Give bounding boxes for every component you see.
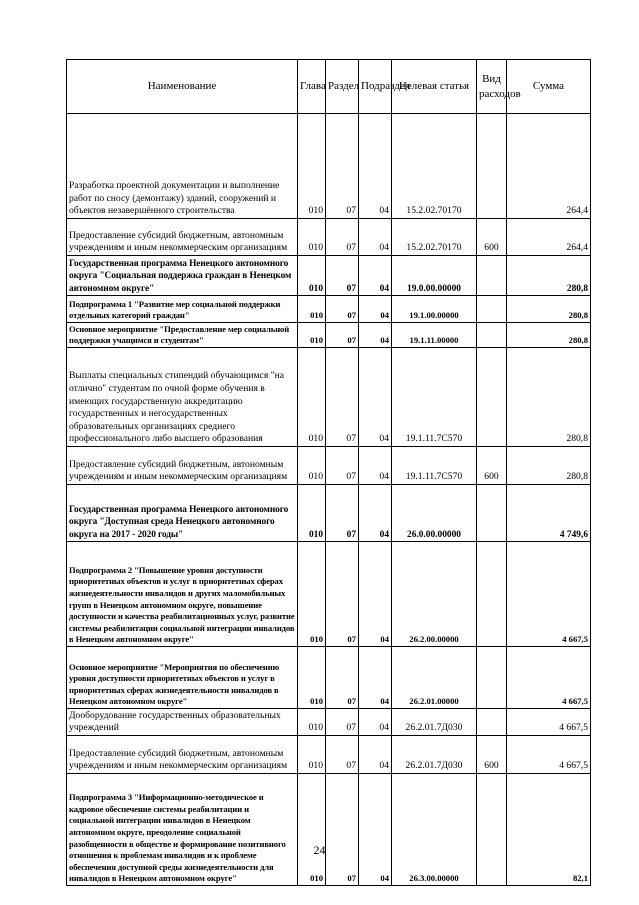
row-name: Дооборудование государственных образовательных учреждений [67,709,298,736]
budget-sheet [66,59,590,886]
row-section: 07 [326,447,359,485]
table-header-row [67,60,591,114]
row-section: 07 [326,114,359,219]
row-type: 600 [477,736,507,774]
row-name: Предоставление субсидий бюджетным, автономным учреждениям и иным некоммерческим организациям [67,736,298,774]
row-type [477,323,507,348]
row-type: 600 [477,219,507,256]
row-amount: 280,8 [507,447,591,485]
row-target: 19.0.00.00000 [392,256,477,296]
row-chapter: 010 [298,709,326,736]
row-subsection: 04 [359,736,392,774]
budget-table [66,59,591,886]
row-target: 26.2.01.7Д030 [392,709,477,736]
row-chapter: 010 [298,647,326,709]
row-section: 07 [326,736,359,774]
row-name: Разработка проектной документации и выполнение работ по сносу (демонтажу) зданий, сооружений и объектов незавершённого строительства [67,114,298,219]
row-type [477,114,507,219]
table-row [67,256,591,296]
row-name: Государственная программа Ненецкого автономного округа "Доступная среда Ненецкого автономного округа на 2017 - 2020 годы" [67,485,298,542]
row-subsection: 04 [359,323,392,348]
header-section: Раздел [326,60,359,114]
row-subsection: 04 [359,256,392,296]
row-subsection: 04 [359,709,392,736]
row-subsection: 04 [359,114,392,219]
row-subsection: 04 [359,447,392,485]
row-target: 19.1.00.00000 [392,296,477,323]
header-subsection: Подраздел [359,60,392,114]
row-section: 07 [326,256,359,296]
table-row [67,323,591,348]
row-subsection: 04 [359,485,392,542]
row-chapter: 010 [298,219,326,256]
row-target: 19.1.11.7С570 [392,447,477,485]
row-target: 26.3.00.00000 [392,774,477,886]
row-amount: 280,8 [507,323,591,348]
row-section: 07 [326,709,359,736]
row-amount: 280,8 [507,296,591,323]
row-type [477,485,507,542]
row-target: 26.0.00.00000 [392,485,477,542]
row-amount: 82,1 [507,774,591,886]
row-amount: 4 667,5 [507,709,591,736]
row-chapter: 010 [298,447,326,485]
row-section: 07 [326,323,359,348]
row-name: Подпрограмма 2 "Повышение уровня доступности приоритетных объектов и услуг в приоритетных сферах жизнедеятельности инвалидов и других маломобильных групп в Ненецком автономном округе, повышение доступности и качества реабилитационных услуг, развитие системы реабилитации социальной интеграции инвалидов в Ненецком автономном округе" [67,542,298,647]
row-name: Предоставление субсидий бюджетным, автономным учреждениям и иным некоммерческим организациям [67,219,298,256]
row-subsection: 04 [359,348,392,447]
row-section: 07 [326,219,359,256]
row-chapter: 010 [298,296,326,323]
row-name: Предоставление субсидий бюджетным, автономным учреждениям и иным некоммерческим организациям [67,447,298,485]
row-chapter: 010 [298,774,326,886]
row-amount: 280,8 [507,256,591,296]
row-chapter: 010 [298,542,326,647]
row-type [477,774,507,886]
table-row [67,485,591,542]
row-amount: 4 667,5 [507,647,591,709]
row-name: Основное мероприятие "Предоставление мер социальной поддержки учащимся и студентам" [67,323,298,348]
row-name: Подпрограмма 3 "Информационно-методическое и кадровое обеспечение системы реабилитации и социальной интеграции инвалидов в Ненецком автономном округе, преодоление социальной разобщенности в обществе и формирование позитивного отношения к проблемам инвалидов и к проблеме обеспечения доступной среды жизнедеятельности для инвалидов в Ненецком автономном округе" [67,774,298,886]
row-amount: 264,4 [507,114,591,219]
row-type [477,256,507,296]
table-row [67,647,591,709]
header-name: Наименование [67,60,298,114]
row-chapter: 010 [298,114,326,219]
page-number: 24 [313,843,326,857]
table-row [67,219,591,256]
table-row [67,542,591,647]
row-chapter: 010 [298,256,326,296]
row-amount: 4 667,5 [507,542,591,647]
row-type [477,296,507,323]
row-subsection: 04 [359,542,392,647]
table-row [67,348,591,447]
table-row [67,296,591,323]
row-amount: 4 749,6 [507,485,591,542]
row-chapter: 010 [298,348,326,447]
row-chapter: 010 [298,736,326,774]
table-row [67,709,591,736]
row-type [477,348,507,447]
row-subsection: 04 [359,647,392,709]
row-section: 07 [326,296,359,323]
row-section: 07 [326,774,359,886]
row-target: 19.1.11.7С570 [392,348,477,447]
table-row [67,774,591,886]
header-expense-type: Вид расходов [477,60,507,114]
row-section: 07 [326,647,359,709]
table-row [67,736,591,774]
row-target: 15.2.02.70170 [392,114,477,219]
row-type [477,647,507,709]
row-amount: 4 667,5 [507,736,591,774]
row-target: 26.2.01.7Д030 [392,736,477,774]
table-row [67,447,591,485]
row-subsection: 04 [359,219,392,256]
row-section: 07 [326,485,359,542]
row-type [477,542,507,647]
row-target: 26.2.01.00000 [392,647,477,709]
row-target: 15.2.02.70170 [392,219,477,256]
row-chapter: 010 [298,485,326,542]
row-name: Основное мероприятие "Мероприятия по обеспечению уровня доступности приоритетных объектов и услуг в приоритетных сферах жизнедеятельности инвалидов в Ненецком автономном округе" [67,647,298,709]
row-section: 07 [326,348,359,447]
row-name: Выплаты специальных стипендий обучающимся "на отлично" студентам по очной форме обучения в имеющих государственную аккредитацию государственных и негосударственных образовательных организациях среднего профессионального либо высшего образования [67,348,298,447]
row-subsection: 04 [359,774,392,886]
row-name: Подпрограмма 1 "Развитие мер социальной поддержки отдельных категорий граждан" [67,296,298,323]
row-subsection: 04 [359,296,392,323]
table-row [67,114,591,219]
header-target: Целевая статья [392,60,477,114]
row-target: 19.1.11.00000 [392,323,477,348]
row-section: 07 [326,542,359,647]
row-type: 600 [477,447,507,485]
header-amount: Сумма [507,60,591,114]
row-amount: 264,4 [507,219,591,256]
row-amount: 280,8 [507,348,591,447]
row-chapter: 010 [298,323,326,348]
header-chapter: Глава [298,60,326,114]
row-type [477,709,507,736]
row-target: 26.2.00.00000 [392,542,477,647]
row-name: Государственная программа Ненецкого автономного округа "Социальная поддержка граждан в Ненецком автономном округе" [67,256,298,296]
